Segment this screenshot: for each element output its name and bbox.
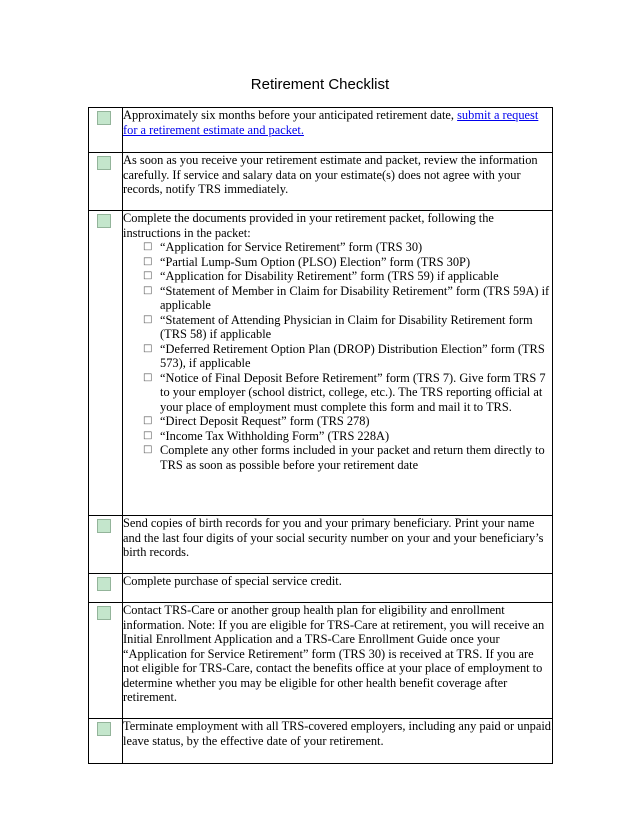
checkbox[interactable] <box>97 722 111 736</box>
checklist-item-text <box>123 108 553 153</box>
form-list-item <box>143 429 552 444</box>
form-list-item <box>143 313 552 342</box>
checklist-table <box>88 107 553 764</box>
checklist-row <box>89 108 553 153</box>
checklist-row <box>89 574 553 603</box>
checklist-row <box>89 719 553 764</box>
form-list-item <box>143 443 552 472</box>
form-name: “Deferred Retirement Option Plan (DROP) Distribution Election” form (TRS 573), if applicable <box>160 341 545 370</box>
form-name: “Statement of Member in Claim for Disability Retirement” form (TRS 59A) if applicable <box>160 283 550 312</box>
checkbox-bullet-icon: □ <box>143 241 153 252</box>
item-text: Send copies of birth records for you and your primary beneficiary. Print your name and the last four digits of your social security number on your and your beneficiary’s birth records. <box>123 516 544 559</box>
checkbox[interactable] <box>97 214 111 228</box>
checklist-row <box>89 211 553 516</box>
checkbox[interactable] <box>97 606 111 620</box>
form-name: “Direct Deposit Request” form (TRS 278) <box>160 414 370 428</box>
form-name: “Application for Service Retirement” form (TRS 30) <box>160 240 423 254</box>
checkbox-cell <box>89 108 123 153</box>
checkbox-bullet-icon: □ <box>143 342 153 354</box>
form-name: “Notice of Final Deposit Before Retirement” form (TRS 7). Give form TRS 7 to your employer (school district, college, etc.). The TRS reporting official at your place of employment must complete this form and mail it to TRS. <box>160 370 546 414</box>
item-text: Complete the documents provided in your retirement packet, following the instructions in the packet: <box>123 211 494 240</box>
checkbox-bullet-icon: □ <box>143 270 153 281</box>
checkbox-cell <box>89 574 123 603</box>
checklist-item-text <box>123 211 553 516</box>
checkbox-bullet-icon: □ <box>143 371 153 383</box>
checkbox-bullet-icon: □ <box>143 255 153 267</box>
item-text: Complete purchase of special service credit. <box>123 574 342 588</box>
form-list-item <box>143 371 552 415</box>
checkbox[interactable] <box>97 519 111 533</box>
form-list-item <box>143 240 552 255</box>
checklist-row <box>89 153 553 211</box>
form-list-item <box>143 342 552 371</box>
form-name: “Application for Disability Retirement” form (TRS 59) if applicable <box>160 269 499 283</box>
checkbox-bullet-icon: □ <box>143 284 153 296</box>
checklist-item-text <box>123 574 553 603</box>
checklist-item-text <box>123 153 553 211</box>
form-list-item <box>143 269 552 284</box>
item-text: As soon as you receive your retirement estimate and packet, review the information carefully. If service and salary data on your estimate(s) does not agree with your records, notify TRS immediately. <box>123 153 538 196</box>
checkbox-cell <box>89 719 123 764</box>
form-name: Complete any other forms included in your packet and return them directly to TRS as soon as possible before your retirement date <box>160 443 545 472</box>
form-name: “Statement of Attending Physician in Claim for Disability Retirement form (TRS 58) if applicable <box>160 312 533 341</box>
checkbox[interactable] <box>97 156 111 170</box>
forms-list <box>123 240 552 472</box>
checkbox-cell <box>89 516 123 574</box>
checkbox[interactable] <box>97 577 111 591</box>
checkbox-bullet-icon: □ <box>143 415 153 426</box>
item-text: Contact TRS-Care or another group health plan for eligibility and enrollment information. Note: If you are eligible for TRS-Care at retirement, you will receive an Initial Enrollment Application and a TRS-Care Enrollment Guide once your “Application for Service Retirement” form (TRS 30) is received at TRS. If you are not eligible for TRS-Care, contact the benefits office at your place of employment to determine whether you may be eligible for other health benefit coverage after retirement. <box>123 603 545 704</box>
form-list-item <box>143 414 552 429</box>
checklist-item-text <box>123 516 553 574</box>
checkbox-bullet-icon: □ <box>143 313 153 325</box>
checkbox-bullet-icon: □ <box>143 429 153 441</box>
checklist-item-text <box>123 603 553 719</box>
form-name: “Income Tax Withholding Form” (TRS 228A) <box>160 428 390 443</box>
form-list-item <box>143 255 552 270</box>
form-list-item <box>143 284 552 313</box>
checkbox-cell <box>89 603 123 719</box>
checkbox-bullet-icon: □ <box>143 444 153 455</box>
form-name: “Partial Lump-Sum Option (PLSO) Election” form (TRS 30P) <box>160 254 471 269</box>
item-text: Approximately six months before your anticipated retirement date, <box>123 108 458 122</box>
checklist-row <box>89 603 553 719</box>
checkbox-cell <box>89 153 123 211</box>
checklist-row <box>89 516 553 574</box>
estimate-request-link[interactable]: submit a request for a retirement estimate and packet. <box>123 108 539 137</box>
checklist-item-text <box>123 719 553 764</box>
page-title: Retirement Checklist <box>250 76 390 93</box>
checkbox-cell <box>89 211 123 516</box>
checkbox[interactable] <box>97 111 111 125</box>
item-text: Terminate employment with all TRS-covered employers, including any paid or unpaid leave status, by the effective date of your retirement. <box>123 719 551 748</box>
